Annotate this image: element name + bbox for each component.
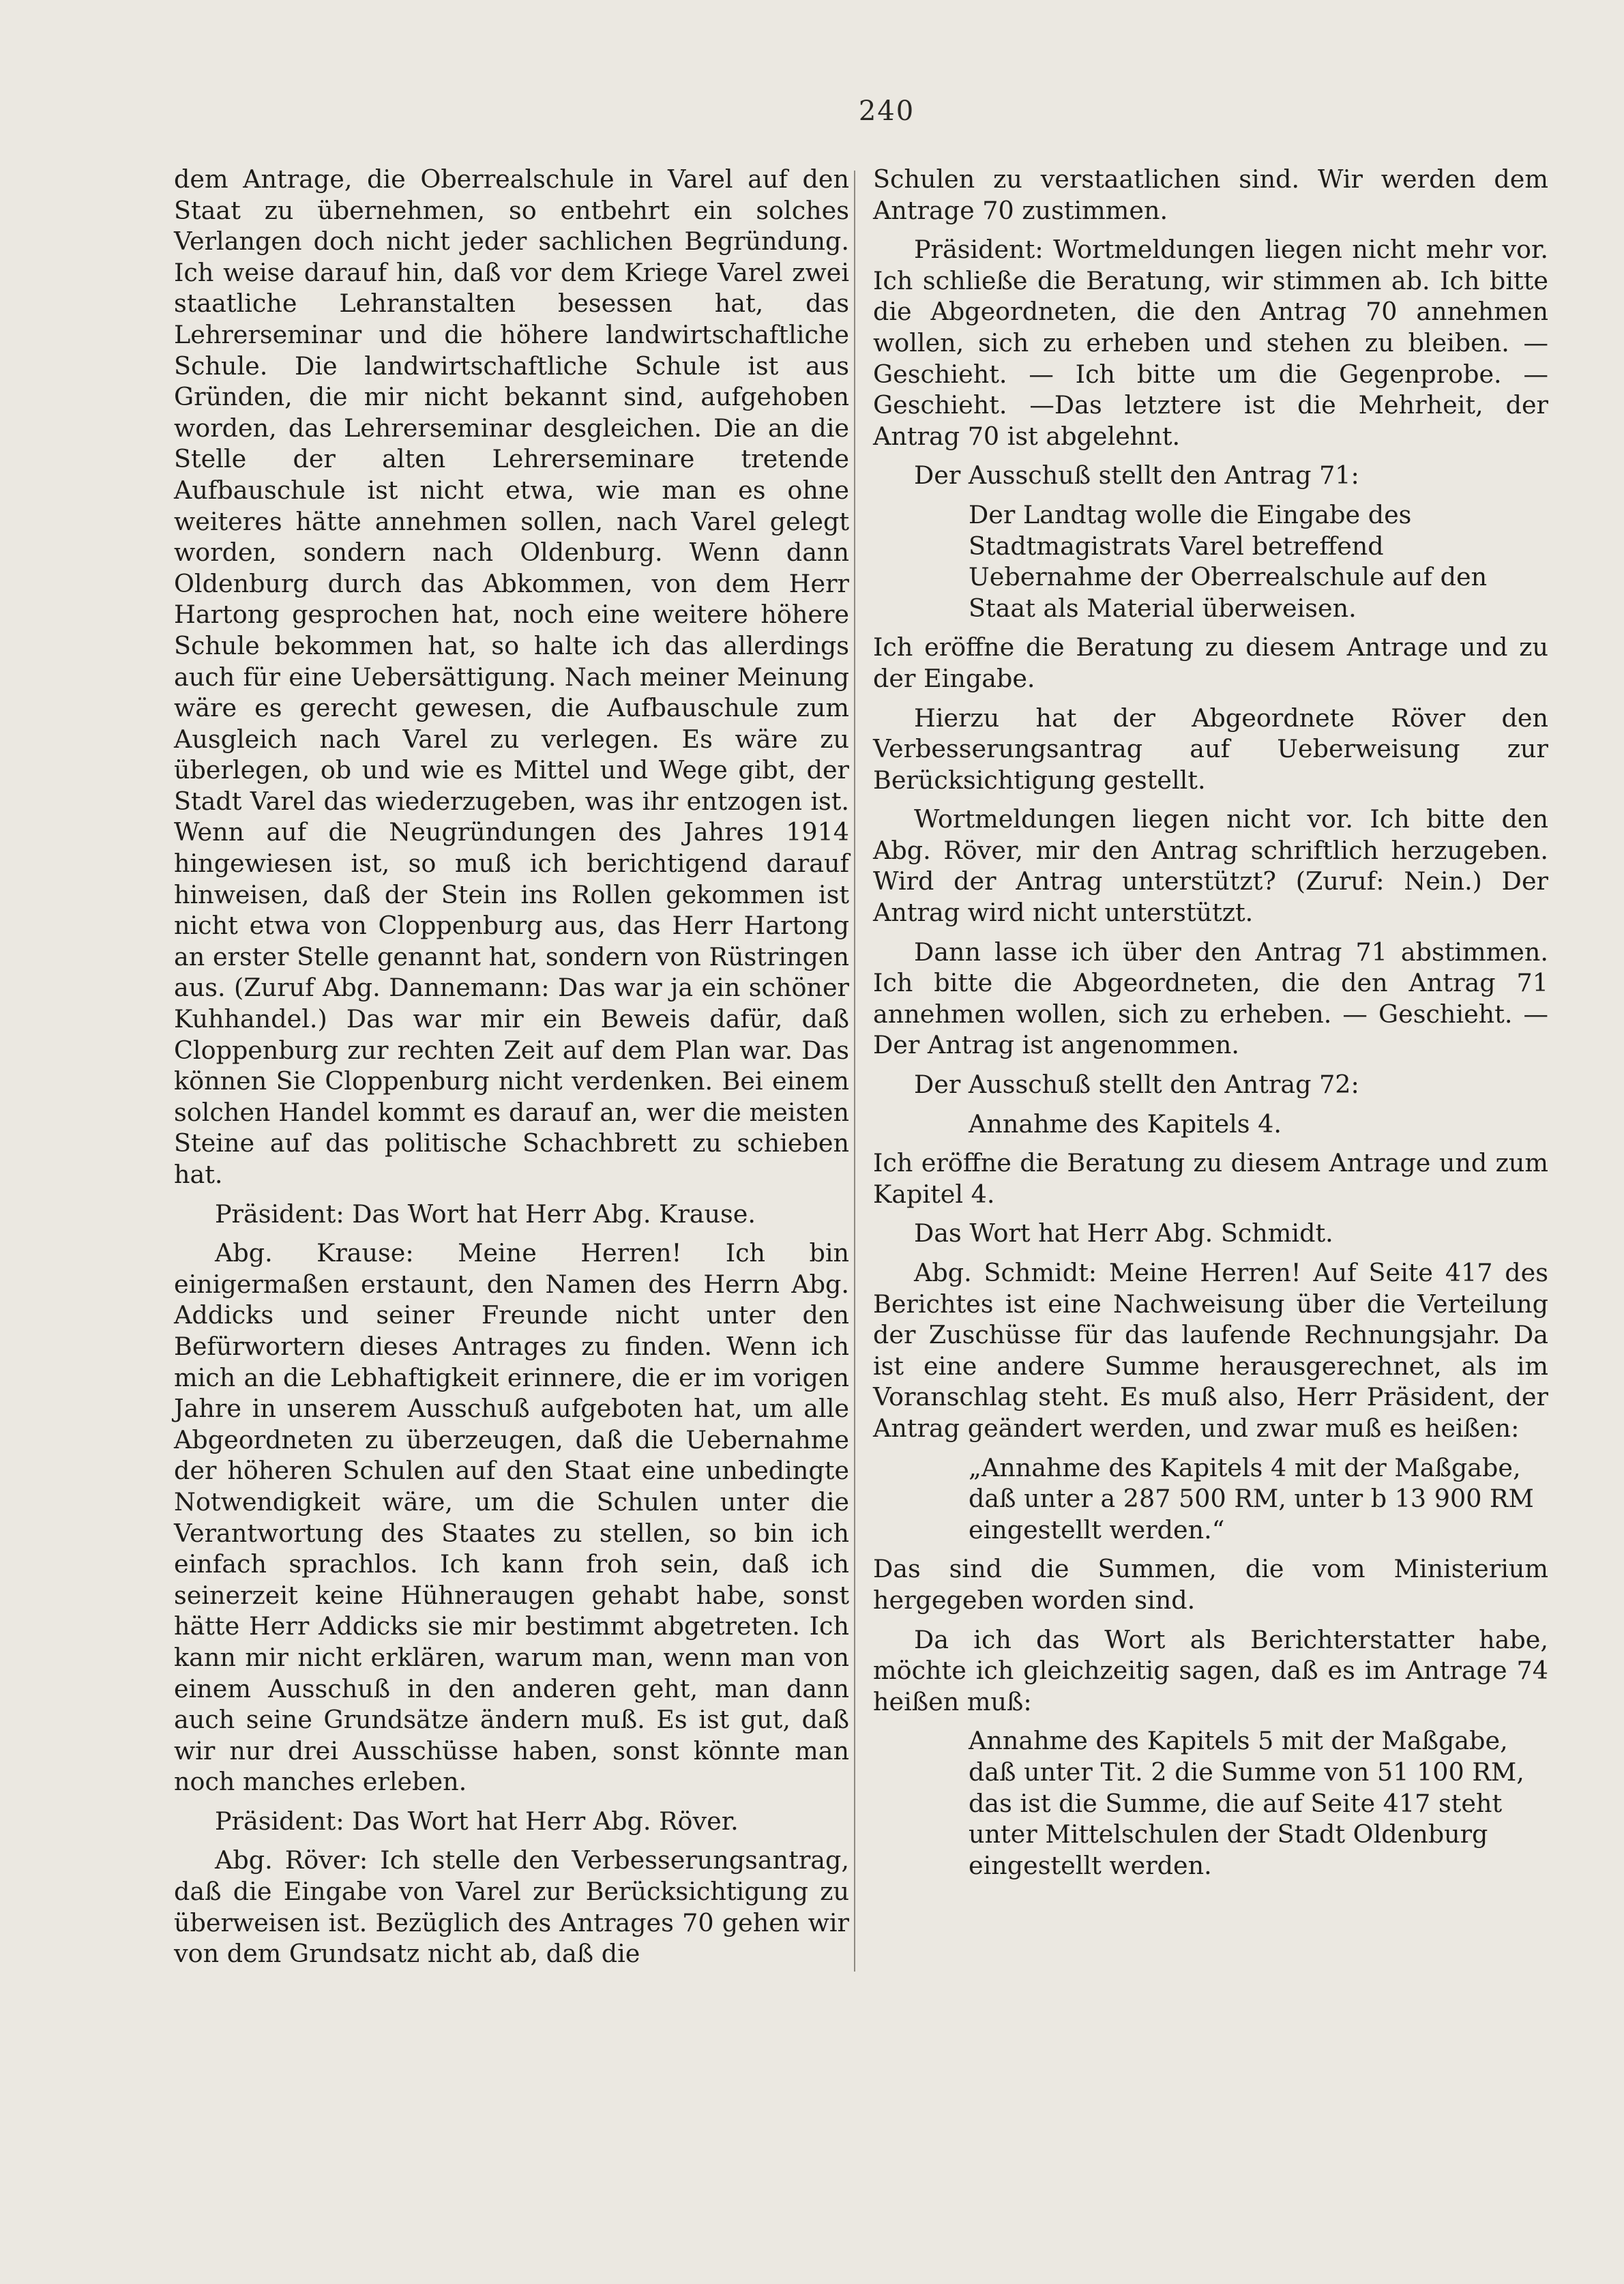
left-column — [174, 164, 849, 1978]
quoted-motion: Annahme des Kapitels 4. — [969, 1109, 1282, 1139]
right-column — [873, 164, 1548, 1889]
column-divider — [854, 171, 855, 1972]
paragraph: Der Ausschuß stellt den Antrag 71: — [914, 460, 1359, 491]
paragraph: dem Antrage, die Oberrealschule in Varel auf den Staat zu übernehmen, so entbehrt ein solches Verlangen doch nicht jeder sachlichen Begründung. Ich weise darauf hin, daß vor dem Kriege Varel zwei staatliche Lehranstalten besessen hat, das Lehrerseminar und die höhere landwirtschaftliche Schule. Die landwirtschaftliche Schule ist aus Gründen, die mir nicht bekannt sind, aufgehoben worden, das Lehrerseminar desgleichen. Die an die Stelle der alten Lehrerseminare tretende Aufbauschule ist nicht etwa, wie man es ohne weiteres hätte annehmen sollen, nach Varel gelegt worden, sondern nach Oldenburg. Wenn dann Oldenburg durch das Abkommen, von dem Herr Hartong gesprochen hat, noch eine weitere höhere Schule bekommen hat, so halte ich das allerdings auch für eine Uebersättigung. Nach meiner Meinung wäre es gerecht gewesen, die Aufbauschule zum Ausgleich nach Varel zu verlegen. Es wäre zu überlegen, ob und wie es Mittel und Wege gibt, der Stadt Varel das wiederzugeben, was ihr entzogen ist. Wenn auf die Neugründungen des Jahres 1914 hingewiesen ist, so muß ich berichtigend darauf hinweisen, daß der Stein ins Rollen gekommen ist nicht etwa von Cloppenburg aus, das Herr Hartong an erster Stelle genannt hat, sondern von Rüstringen aus. (Zuruf Abg. Dannemann: Das war ja ein schöner Kuhhandel.) Das war mir ein Beweis dafür, daß Cloppenburg zur rechten Zeit auf dem Plan war. Das können Sie Cloppenburg nicht verdenken. Bei einem solchen Handel kommt es darauf an, wer die meisten Steine auf das politische Schachbrett zu schieben hat. — [174, 164, 849, 1189]
paragraph: Abg. Schmidt: Meine Herren! Auf Seite 417 des Berichtes ist eine Nachweisung über die Verteilung der Zuschüsse für das laufende Rechnungsjahr. Da ist eine andere Summe herausgerechnet, als im Voranschlag steht. Es muß also, Herr Präsident, der Antrag geändert werden, und zwar muß es heißen: — [873, 1258, 1548, 1443]
paragraph: Ich eröffne die Beratung zu diesem Antrage und zu der Eingabe. — [873, 632, 1548, 693]
paragraph: Da ich das Wort als Berichterstatter habe, möchte ich gleichzeitig sagen, daß es im Antrage 74 heißen muß: — [873, 1624, 1548, 1716]
paragraph: Abg. Krause: Meine Herren! Ich bin einigermaßen erstaunt, den Namen des Herrn Abg. Addicks und seiner Freunde nicht unter den Befürwortern dieses Antrages zu finden. Wenn ich mich an die Lebhaftigkeit erinnere, die er im vorigen Jahre in unserem Ausschuß aufgeboten hat, um alle Abgeordneten zu überzeugen, daß die Uebernahme der höheren Schulen auf den Staat eine unbedingte Notwendigkeit wäre, um die Schulen unter die Verantwortung des Staates zu stellen, so bin ich einfach sprachlos. Ich kann froh sein, daß ich seinerzeit keine Hühneraugen gehabt habe, sonst hätte Herr Addicks sie mir bestimmt abgetreten. Ich kann mir nicht erklären, warum man, wenn man von einem Ausschuß in den anderen geht, man dann auch seine Grundsätze ändern muß. Es ist gut, daß wir nur drei Ausschüsse haben, sonst könnte man noch manches erleben. — [174, 1238, 849, 1797]
quoted-motion: „Annahme des Kapitels 4 mit der Maßgabe, daß unter a 287 500 RM, unter b 13 900 RM eingestellt werden.“ — [969, 1452, 1534, 1544]
paragraph: Hierzu hat der Abgeordnete Röver den Verbesserungsantrag auf Ueberweisung zur Berücksichtigung gestellt. — [873, 703, 1548, 795]
paragraph: Ich eröffne die Beratung zu diesem Antrage und zum Kapitel 4. — [873, 1148, 1548, 1209]
paragraph: Abg. Röver: Ich stelle den Verbesserungsantrag, daß die Eingabe von Varel zur Berücksichtigung zu überweisen ist. Bezüglich des Antrages 70 gehen wir von dem Grundsatz nicht ab, daß die — [174, 1845, 849, 1969]
paragraph: Präsident: Wortmeldungen liegen nicht mehr vor. Ich schließe die Beratung, wir stimmen ab. Ich bitte die Abgeordneten, die den Antrag 70 annehmen wollen, sich zu erheben und stehen zu bleiben. — Geschieht. — Ich bitte um die Gegenprobe. — Geschieht. —Das letztere ist die Mehrheit, der Antrag 70 ist abgelehnt. — [873, 235, 1548, 451]
quoted-motion: Annahme des Kapitels 5 mit der Maßgabe, daß unter Tit. 2 die Summe von 51 100 RM, das ist die Summe, die auf Seite 417 steht unter Mittelschulen der Stadt Oldenburg eingestellt werden. — [969, 1726, 1524, 1880]
paragraph: Wortmeldungen liegen nicht vor. Ich bitte den Abg. Röver, mir den Antrag schriftlich herzugeben. Wird der Antrag unterstützt? (Zuruf: Nein.) Der Antrag wird nicht unterstützt. — [873, 804, 1548, 928]
paragraph: Schulen zu verstaatlichen sind. Wir werden dem Antrage 70 zustimmen. — [873, 164, 1548, 225]
paragraph: Dann lasse ich über den Antrag 71 abstimmen. Ich bitte die Abgeordneten, die den Antrag 71 annehmen wollen, sich zu erheben. — Geschieht. — Der Antrag ist angenommen. — [873, 937, 1548, 1060]
page-number: 240 — [858, 96, 915, 127]
paragraph: Das Wort hat Herr Abg. Schmidt. — [914, 1218, 1333, 1248]
paragraph: Das sind die Summen, die vom Ministerium hergegeben worden sind. — [873, 1554, 1548, 1615]
paragraph: Präsident: Das Wort hat Herr Abg. Röver. — [215, 1806, 739, 1836]
paragraph: Präsident: Das Wort hat Herr Abg. Krause. — [215, 1199, 756, 1229]
paragraph: Der Ausschuß stellt den Antrag 72: — [914, 1070, 1359, 1100]
quoted-motion: Der Landtag wolle die Eingabe des Stadtmagistrats Varel betreffend Uebernahme der Oberrealschule auf den Staat als Material überweisen. — [969, 499, 1488, 623]
